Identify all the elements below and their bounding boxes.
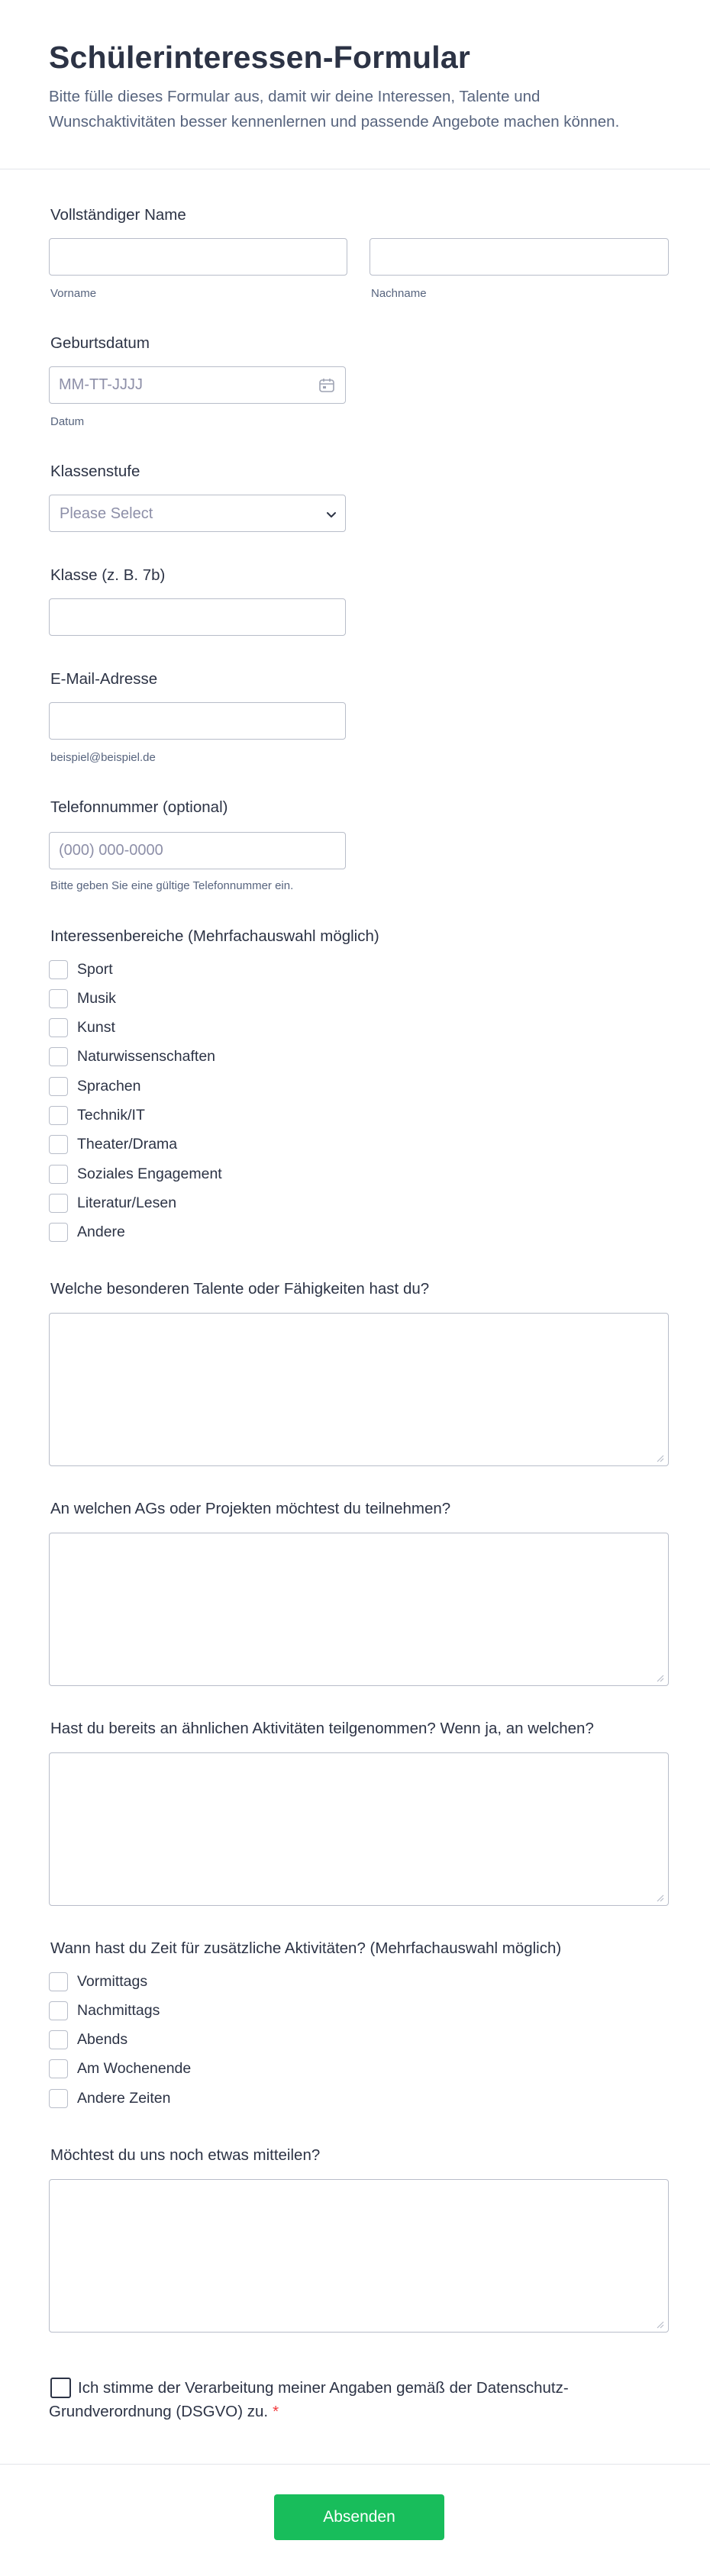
resize-grip-icon[interactable] (655, 1893, 664, 1902)
checkbox[interactable] (49, 2059, 68, 2078)
chevron-down-icon (325, 508, 337, 521)
consent-label: Ich stimme der Verarbeitung meiner Angaben gemäß der Datenschutz-Grundverordnung (DSGVO) zu. (49, 2379, 569, 2420)
class-label: Klasse (z. B. 7b) (50, 566, 166, 584)
projects-textarea[interactable] (49, 1533, 669, 1686)
grade-select-value: Please Select (60, 505, 153, 522)
checkbox[interactable] (49, 1972, 68, 1991)
calendar-icon[interactable] (318, 377, 335, 394)
form-description: Bitte fülle dieses Formular aus, damit wir deine Interessen, Talente und Wunschaktivitäten besser kennenlernen und passende Angebote machen können. (49, 88, 620, 131)
checkbox[interactable] (49, 1106, 68, 1125)
option-label: Technik/IT (77, 1107, 145, 1124)
grade-select[interactable] (49, 495, 346, 532)
option-label: Naturwissenschaften (77, 1048, 216, 1065)
interests-label: Interessenbereiche (Mehrfachauswahl möglich) (50, 927, 379, 945)
birthdate-sublabel: Datum (50, 415, 85, 428)
form-title: Schülerinteressen-Formular (49, 40, 471, 75)
option-label: Kunst (77, 1019, 115, 1036)
option-label: Vormittags (77, 1973, 148, 1990)
footer-divider (0, 2464, 710, 2465)
checkbox[interactable] (49, 1135, 68, 1154)
option-label: Sprachen (77, 1078, 141, 1095)
option-label: Theater/Drama (77, 1136, 178, 1153)
checkbox[interactable] (49, 1018, 68, 1037)
checkbox[interactable] (49, 1194, 68, 1213)
checkbox[interactable] (49, 1165, 68, 1184)
form-header (0, 0, 710, 169)
experience-label: Hast du bereits an ähnlichen Aktivitäten teilgenommen? Wenn ja, an welchen? (50, 1720, 594, 1737)
submit-button[interactable]: Absenden (274, 2494, 444, 2540)
option-label: Musik (77, 990, 116, 1007)
message-textarea[interactable] (49, 2179, 669, 2333)
email-sublabel: beispiel@beispiel.de (50, 751, 156, 764)
option-label: Abends (77, 2031, 128, 2048)
email-label: E-Mail-Adresse (50, 670, 158, 688)
checkbox[interactable] (49, 1223, 68, 1242)
option-label: Sport (77, 961, 113, 978)
consent-text (49, 2376, 629, 2423)
checkbox[interactable] (49, 960, 68, 979)
checkbox[interactable] (49, 1077, 68, 1096)
checkbox[interactable] (49, 989, 68, 1008)
checkbox[interactable] (49, 2089, 68, 2108)
experience-textarea[interactable] (49, 1752, 669, 1906)
message-label: Möchtest du uns noch etwas mitteilen? (50, 2146, 321, 2164)
option-label: Nachmittags (77, 2002, 160, 2019)
birthdate-input[interactable] (49, 366, 346, 404)
last-name-input[interactable] (370, 238, 669, 276)
email-input[interactable] (49, 702, 346, 740)
checkbox[interactable] (49, 2001, 68, 2020)
option-label: Andere Zeiten (77, 2090, 171, 2107)
phone-label: Telefonnummer (optional) (50, 798, 228, 816)
availability-label: Wann hast du Zeit für zusätzliche Aktivitäten? (Mehrfachauswahl möglich) (50, 1939, 562, 1957)
required-mark: * (273, 2403, 279, 2420)
resize-grip-icon[interactable] (655, 1453, 664, 1462)
consent-checkbox[interactable] (50, 2378, 71, 2398)
talents-label: Welche besonderen Talente oder Fähigkeiten hast du? (50, 1280, 430, 1298)
projects-label: An welchen AGs oder Projekten möchtest du teilnehmen? (50, 1500, 451, 1517)
resize-grip-icon[interactable] (655, 1673, 664, 1682)
birthdate-label: Geburtsdatum (50, 334, 150, 352)
checkbox[interactable] (49, 1047, 68, 1066)
checkbox[interactable] (49, 2030, 68, 2049)
first-name-sublabel: Vorname (50, 287, 97, 300)
option-label: Andere (77, 1224, 125, 1240)
option-label: Am Wochenende (77, 2060, 192, 2077)
option-label: Soziales Engagement (77, 1165, 222, 1182)
talents-textarea[interactable] (49, 1313, 669, 1466)
last-name-sublabel: Nachname (371, 287, 427, 300)
phone-sublabel: Bitte geben Sie eine gültige Telefonnummer ein. (50, 879, 294, 892)
option-label: Literatur/Lesen (77, 1195, 177, 1211)
grade-label: Klassenstufe (50, 463, 140, 480)
first-name-input[interactable] (49, 238, 347, 276)
phone-input[interactable] (49, 832, 346, 869)
name-label: Vollständiger Name (50, 206, 186, 224)
resize-grip-icon[interactable] (655, 2320, 664, 2329)
class-input[interactable] (49, 598, 346, 636)
